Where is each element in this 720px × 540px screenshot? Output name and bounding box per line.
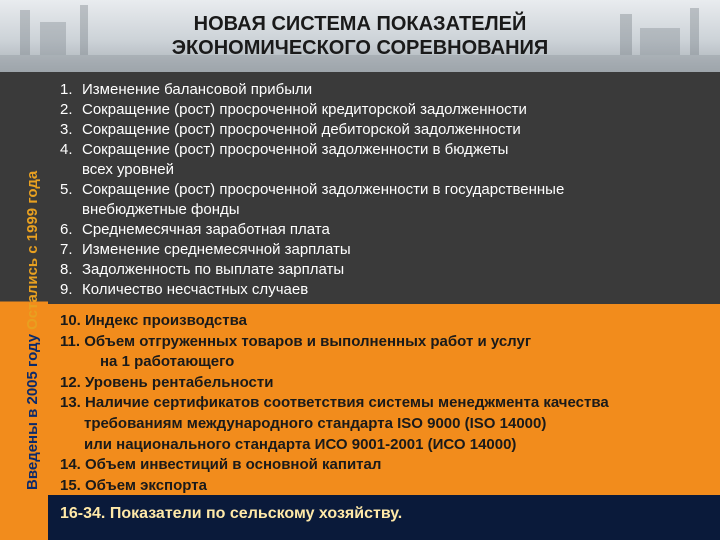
list-item-continuation: требованиям международного стандарта ISO 9000 (ISO 14000) <box>84 414 547 432</box>
list-item: 1. Изменение балансовой прибыли <box>60 81 313 98</box>
list-item-continuation: всех уровней <box>82 161 174 178</box>
list-item: 2. Сокращение (рост) просроченной кредиторской задолженности <box>60 101 527 118</box>
list-item: 9. Количество несчастных случаев <box>60 281 309 298</box>
footer-note: 16-34. Показатели по сельскому хозяйству. <box>60 505 403 522</box>
list-item: 3. Сокращение (рост) просроченной дебиторской задолженности <box>60 121 521 138</box>
list-item: 8. Задолженность по выплате зарплаты <box>60 261 345 278</box>
header-banner <box>0 0 720 72</box>
side-label-1999: Остались с 1999 года <box>24 170 41 330</box>
list-item-continuation: или национального стандарта ИСО 9001-2001 (ИСО 14000) <box>84 435 517 453</box>
side-vertical-label <box>24 171 41 490</box>
title-line-1: НОВАЯ СИСТЕМА ПОКАЗАТЕЛЕЙ <box>193 13 527 35</box>
list-item: 15. Объем экспорта <box>60 476 207 494</box>
list-item: 4. Сокращение (рост) просроченной задолженности в бюджеты <box>60 141 509 158</box>
side-label-2005: Введены в 2005 году <box>24 333 41 490</box>
list-item: 10. Индекс производства <box>60 312 247 329</box>
page-title <box>90 12 630 60</box>
list-item: 7. Изменение среднемесячной зарплаты <box>60 241 351 258</box>
list-item: 11. Объем отгруженных товаров и выполненных работ и услуг <box>60 332 532 350</box>
indicators-list-1999 <box>60 80 710 300</box>
list-item-continuation: на 1 работающего <box>100 353 235 371</box>
list-item: 12. Уровень рентабельности <box>60 373 274 391</box>
list-item: 5. Сокращение (рост) просроченной задолженности в государственные <box>60 181 565 198</box>
list-item-continuation: внебюджетные фонды <box>82 201 240 218</box>
list-item: 14. Объем инвестиций в основной капитал <box>60 456 382 474</box>
list-item: 13. Наличие сертификатов соответствия системы менеджмента качества <box>60 394 609 412</box>
title-line-2: ЭКОНОМИЧЕСКОГО СОРЕВНОВАНИЯ <box>171 37 549 59</box>
list-item: 6. Среднемесячная заработная плата <box>60 221 330 238</box>
indicators-list-2005 <box>60 311 710 496</box>
